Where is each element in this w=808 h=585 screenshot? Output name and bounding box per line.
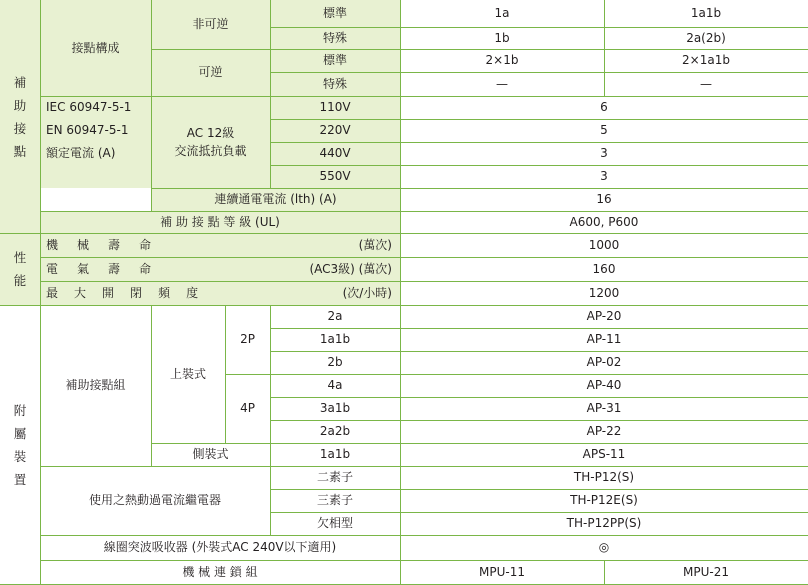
grid-line <box>40 281 808 282</box>
grid-line <box>151 443 808 444</box>
grid-line <box>270 119 808 120</box>
grid-line <box>270 420 808 421</box>
grid-line <box>270 328 808 329</box>
contact-value: 1b <box>400 27 604 49</box>
mechanical-life-label: 機 械 壽 命 <box>40 233 240 257</box>
grid-line <box>400 0 401 585</box>
contact-value: — <box>400 72 604 96</box>
grid-line <box>225 374 808 375</box>
aux-model: AP-40 <box>400 374 808 397</box>
grid-line <box>151 188 808 189</box>
grid-line <box>225 305 226 443</box>
interlock-value: MPU-11 <box>400 560 604 585</box>
rated-current-label: IEC 60947-5-1 EN 60947-5-1 額定電流 (A) <box>40 96 151 188</box>
aux-model: AP-22 <box>400 420 808 443</box>
contact-value: 1a1b <box>604 0 808 27</box>
interlock-value: MPU-21 <box>604 560 808 585</box>
aux-model: AP-20 <box>400 305 808 328</box>
side-mount-model: APS-11 <box>400 443 808 466</box>
grid-line <box>0 305 808 306</box>
aux-contact-type: 2a2b <box>270 420 400 443</box>
non-reversible-label: 非可逆 <box>151 0 270 49</box>
thermal-relay-label: 使用之熱動過電流繼電器 <box>40 466 270 535</box>
aux-model: AP-31 <box>400 397 808 420</box>
max-switching-label: 最 大 開 閉 頻 度 <box>40 281 240 305</box>
aux-model: AP-02 <box>400 351 808 374</box>
contact-type: 標準 <box>270 49 400 72</box>
side-mount-label: 側裝式 <box>151 443 270 466</box>
pole-4p-label: 4P <box>225 374 270 443</box>
relay-model: TH-P12E(S) <box>400 489 808 512</box>
surge-absorber-label: 線圈突波吸收器 (外裝式AC 240V以下適用) <box>40 535 400 560</box>
grid-line <box>270 305 271 535</box>
contact-type: 特殊 <box>270 72 400 96</box>
aux-model: AP-11 <box>400 328 808 351</box>
electrical-life-unit: (AC3級) (萬次) <box>240 257 400 281</box>
grid-line <box>604 560 605 585</box>
current-value: 6 <box>400 96 808 119</box>
grid-line <box>40 211 808 212</box>
aux-contact-type: 1a1b <box>270 328 400 351</box>
relay-type: 欠相型 <box>270 512 400 535</box>
grid-line <box>270 142 808 143</box>
electrical-life-label: 電 氣 壽 命 <box>40 257 240 281</box>
aux-contact-type: 4a <box>270 374 400 397</box>
grid-line <box>270 72 808 73</box>
grid-line <box>40 466 808 467</box>
grid-line <box>604 0 605 96</box>
reversible-label: 可逆 <box>151 49 270 96</box>
grid-line <box>40 560 808 561</box>
relay-model: TH-P12(S) <box>400 466 808 489</box>
side-mount-contact: 1a1b <box>270 443 400 466</box>
contact-type: 標準 <box>270 0 400 27</box>
contact-value: 1a <box>400 0 604 27</box>
voltage-label: 220V <box>270 119 400 142</box>
current-value: 3 <box>400 142 808 165</box>
relay-type: 三素子 <box>270 489 400 512</box>
group-aux-contacts: 補 助 接 點 <box>0 0 40 233</box>
continuous-current-label: 連續通電電流 (lth) (A) <box>151 188 400 211</box>
grid-line <box>151 305 152 466</box>
ul-rating-value: A600, P600 <box>400 211 808 233</box>
aux-block-label: 補助接點組 <box>40 305 151 466</box>
group-accessories: 附 屬 裝 置 <box>0 305 40 585</box>
grid-line <box>40 0 41 585</box>
grid-line <box>40 96 808 97</box>
contact-config-label: 接點構成 <box>40 0 151 96</box>
grid-line <box>270 165 808 166</box>
voltage-label: 110V <box>270 96 400 119</box>
relay-model: TH-P12PP(S) <box>400 512 808 535</box>
aux-contact-type: 3a1b <box>270 397 400 420</box>
contact-value: 2a(2b) <box>604 27 808 49</box>
electrical-life-value: 160 <box>400 257 808 281</box>
continuous-current-value: 16 <box>400 188 808 211</box>
grid-line <box>151 49 808 50</box>
relay-type: 二素子 <box>270 466 400 489</box>
contact-value: — <box>604 72 808 96</box>
grid-line <box>270 0 271 188</box>
aux-contact-type: 2a <box>270 305 400 328</box>
grid-line <box>40 257 808 258</box>
grid-line <box>270 397 808 398</box>
grid-line <box>270 351 808 352</box>
max-switching-value: 1200 <box>400 281 808 305</box>
surge-absorber-value: ◎ <box>400 535 808 560</box>
grid-line <box>0 233 808 234</box>
interlock-label: 機 械 連 鎖 組 <box>40 560 400 585</box>
top-mount-label: 上裝式 <box>151 305 225 443</box>
group-performance: 性 能 <box>0 233 40 305</box>
grid-line <box>40 535 808 536</box>
aux-contact-type: 2b <box>270 351 400 374</box>
current-value: 3 <box>400 165 808 188</box>
max-switching-unit: (次/小時) <box>240 281 400 305</box>
load-type-label: AC 12級 交流抵抗負載 <box>151 96 270 188</box>
voltage-label: 440V <box>270 142 400 165</box>
contact-value: 2×1b <box>400 49 604 72</box>
mechanical-life-value: 1000 <box>400 233 808 257</box>
contact-value: 2×1a1b <box>604 49 808 72</box>
current-value: 5 <box>400 119 808 142</box>
grid-line <box>270 512 808 513</box>
grid-line <box>270 27 808 28</box>
grid-line <box>270 489 808 490</box>
voltage-label: 550V <box>270 165 400 188</box>
mechanical-life-unit: (萬次) <box>240 233 400 257</box>
pole-2p-label: 2P <box>225 305 270 374</box>
contact-type: 特殊 <box>270 27 400 49</box>
grid-line <box>151 0 152 211</box>
ul-rating-label: 補 助 接 點 等 級 (UL) <box>40 211 400 233</box>
